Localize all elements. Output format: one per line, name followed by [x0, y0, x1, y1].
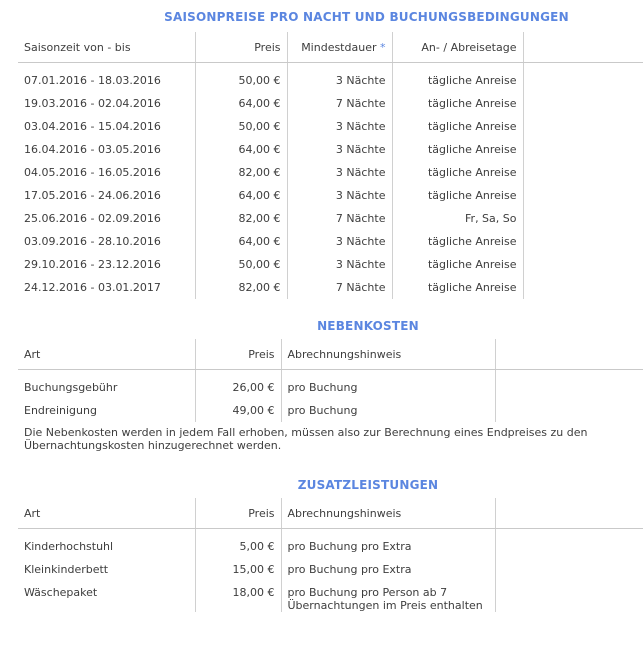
- season-empty-cell: [523, 184, 643, 207]
- season-price-cell: 64,00 €: [195, 138, 287, 161]
- season-period-cell: 29.10.2016 - 23.12.2016: [18, 253, 195, 276]
- season-period-cell: 03.04.2016 - 15.04.2016: [18, 115, 195, 138]
- services-note-cell: pro Buchung pro Person ab 7 Übernachtungen im Preis enthalten: [281, 581, 495, 612]
- services-type-cell: Kleinkinderbett: [18, 558, 195, 581]
- season-price-cell: 64,00 €: [195, 230, 287, 253]
- extras-price-cell: 49,00 €: [195, 399, 281, 422]
- services-row: [18, 581, 643, 612]
- footnote-star: *: [380, 40, 386, 54]
- season-price-cell: 82,00 €: [195, 276, 287, 299]
- season-row: [18, 276, 643, 299]
- season-price-cell: 82,00 €: [195, 161, 287, 184]
- extras-footnote: Die Nebenkosten werden in jedem Fall erhoben, müssen also zur Berechnung eines Endpreises zu den Übernachtungskosten hinzugerechnet werden.: [24, 426, 588, 452]
- season-empty-cell: [523, 92, 643, 115]
- services-price-cell: 18,00 €: [195, 581, 281, 612]
- season-empty-cell: [523, 115, 643, 138]
- season-arrival-cell: tägliche Anreise: [392, 138, 523, 161]
- season-empty-cell: [523, 207, 643, 230]
- extras-empty-cell: [495, 376, 643, 399]
- services-header-row: [18, 498, 643, 529]
- season-row: [18, 207, 643, 230]
- header-min-stay-label: Mindestdauer: [301, 40, 377, 54]
- season-arrival-cell: tägliche Anreise: [392, 69, 523, 92]
- season-prices-header-row: [18, 32, 643, 63]
- season-empty-cell: [523, 161, 643, 184]
- season-min-stay-cell: 3 Nächte: [287, 161, 392, 184]
- season-price-cell: 50,00 €: [195, 69, 287, 92]
- season-empty-cell: [523, 253, 643, 276]
- services-section: [18, 478, 643, 612]
- extras-row: [18, 399, 643, 422]
- season-period-cell: 25.06.2016 - 02.09.2016: [18, 207, 195, 230]
- season-price-cell: 64,00 €: [195, 92, 287, 115]
- season-empty-cell: [523, 276, 643, 299]
- extras-note-cell: pro Buchung: [281, 399, 495, 422]
- season-price-cell: 82,00 €: [195, 207, 287, 230]
- services-empty-cell: [495, 535, 643, 558]
- services-row: [18, 558, 643, 581]
- header-period: Saisonzeit von - bis: [18, 32, 195, 63]
- extras-row: [18, 376, 643, 399]
- extras-note-cell: pro Buchung: [281, 376, 495, 399]
- season-prices-table: [18, 32, 643, 299]
- season-period-cell: 07.01.2016 - 18.03.2016: [18, 69, 195, 92]
- services-note-cell: pro Buchung pro Extra: [281, 558, 495, 581]
- season-period-cell: 16.04.2016 - 03.05.2016: [18, 138, 195, 161]
- season-row: [18, 184, 643, 207]
- season-prices-section: [18, 10, 643, 299]
- season-min-stay-cell: 3 Nächte: [287, 138, 392, 161]
- extras-empty-cell: [495, 399, 643, 422]
- season-arrival-cell: tägliche Anreise: [392, 161, 523, 184]
- season-row: [18, 230, 643, 253]
- services-price-cell: 5,00 €: [195, 535, 281, 558]
- services-header-type: Art: [18, 498, 195, 529]
- extras-header-price: Preis: [195, 339, 281, 370]
- season-empty-cell: [523, 138, 643, 161]
- services-empty-cell: [495, 581, 643, 612]
- extras-body: [18, 370, 643, 423]
- season-row: [18, 138, 643, 161]
- services-header-empty: [495, 498, 643, 529]
- services-note-cell: pro Buchung pro Extra: [281, 535, 495, 558]
- season-empty-cell: [523, 69, 643, 92]
- season-row: [18, 161, 643, 184]
- season-row: [18, 92, 643, 115]
- season-period-cell: 19.03.2016 - 02.04.2016: [18, 92, 195, 115]
- extras-type-cell: Endreinigung: [18, 399, 195, 422]
- season-row: [18, 115, 643, 138]
- header-empty: [523, 32, 643, 63]
- services-empty-cell: [495, 558, 643, 581]
- season-min-stay-cell: 3 Nächte: [287, 184, 392, 207]
- season-min-stay-cell: 3 Nächte: [287, 230, 392, 253]
- season-arrival-cell: tägliche Anreise: [392, 184, 523, 207]
- season-min-stay-cell: 7 Nächte: [287, 207, 392, 230]
- season-min-stay-cell: 7 Nächte: [287, 276, 392, 299]
- extras-header-row: [18, 339, 643, 370]
- header-min-stay: [287, 32, 392, 63]
- season-arrival-cell: Fr, Sa, So: [392, 207, 523, 230]
- extras-title: NEBENKOSTEN: [317, 319, 419, 333]
- services-type-cell: Kinderhochstuhl: [18, 535, 195, 558]
- season-prices-body: [18, 63, 643, 300]
- extras-header-empty: [495, 339, 643, 370]
- season-period-cell: 24.12.2016 - 03.01.2017: [18, 276, 195, 299]
- season-empty-cell: [523, 230, 643, 253]
- extras-type-cell: Buchungsgebühr: [18, 376, 195, 399]
- extras-header-note: Abrechnungshinweis: [281, 339, 495, 370]
- services-header-note: Abrechnungshinweis: [281, 498, 495, 529]
- season-min-stay-cell: 3 Nächte: [287, 115, 392, 138]
- extras-section: [18, 319, 643, 452]
- season-row: [18, 253, 643, 276]
- extras-header-type: Art: [18, 339, 195, 370]
- services-title: ZUSATZLEISTUNGEN: [297, 478, 439, 492]
- season-period-cell: 17.05.2016 - 24.06.2016: [18, 184, 195, 207]
- season-row: [18, 69, 643, 92]
- header-arrival: An- / Abreisetage: [392, 32, 523, 63]
- season-period-cell: 04.05.2016 - 16.05.2016: [18, 161, 195, 184]
- season-prices-title: SAISONPREISE PRO NACHT UND BUCHUNGSBEDINGUNGEN: [164, 10, 569, 24]
- season-min-stay-cell: 3 Nächte: [287, 253, 392, 276]
- season-arrival-cell: tägliche Anreise: [392, 253, 523, 276]
- season-arrival-cell: tägliche Anreise: [392, 115, 523, 138]
- extras-table: [18, 339, 643, 422]
- season-arrival-cell: tägliche Anreise: [392, 92, 523, 115]
- season-arrival-cell: tägliche Anreise: [392, 276, 523, 299]
- services-price-cell: 15,00 €: [195, 558, 281, 581]
- season-min-stay-cell: 3 Nächte: [287, 69, 392, 92]
- extras-price-cell: 26,00 €: [195, 376, 281, 399]
- season-price-cell: 50,00 €: [195, 253, 287, 276]
- services-row: [18, 535, 643, 558]
- services-table: [18, 498, 643, 612]
- season-period-cell: 03.09.2016 - 28.10.2016: [18, 230, 195, 253]
- services-body: [18, 529, 643, 613]
- services-type-cell: Wäschepaket: [18, 581, 195, 612]
- season-arrival-cell: tägliche Anreise: [392, 230, 523, 253]
- header-price: Preis: [195, 32, 287, 63]
- season-price-cell: 50,00 €: [195, 115, 287, 138]
- services-header-price: Preis: [195, 498, 281, 529]
- season-price-cell: 64,00 €: [195, 184, 287, 207]
- season-min-stay-cell: 7 Nächte: [287, 92, 392, 115]
